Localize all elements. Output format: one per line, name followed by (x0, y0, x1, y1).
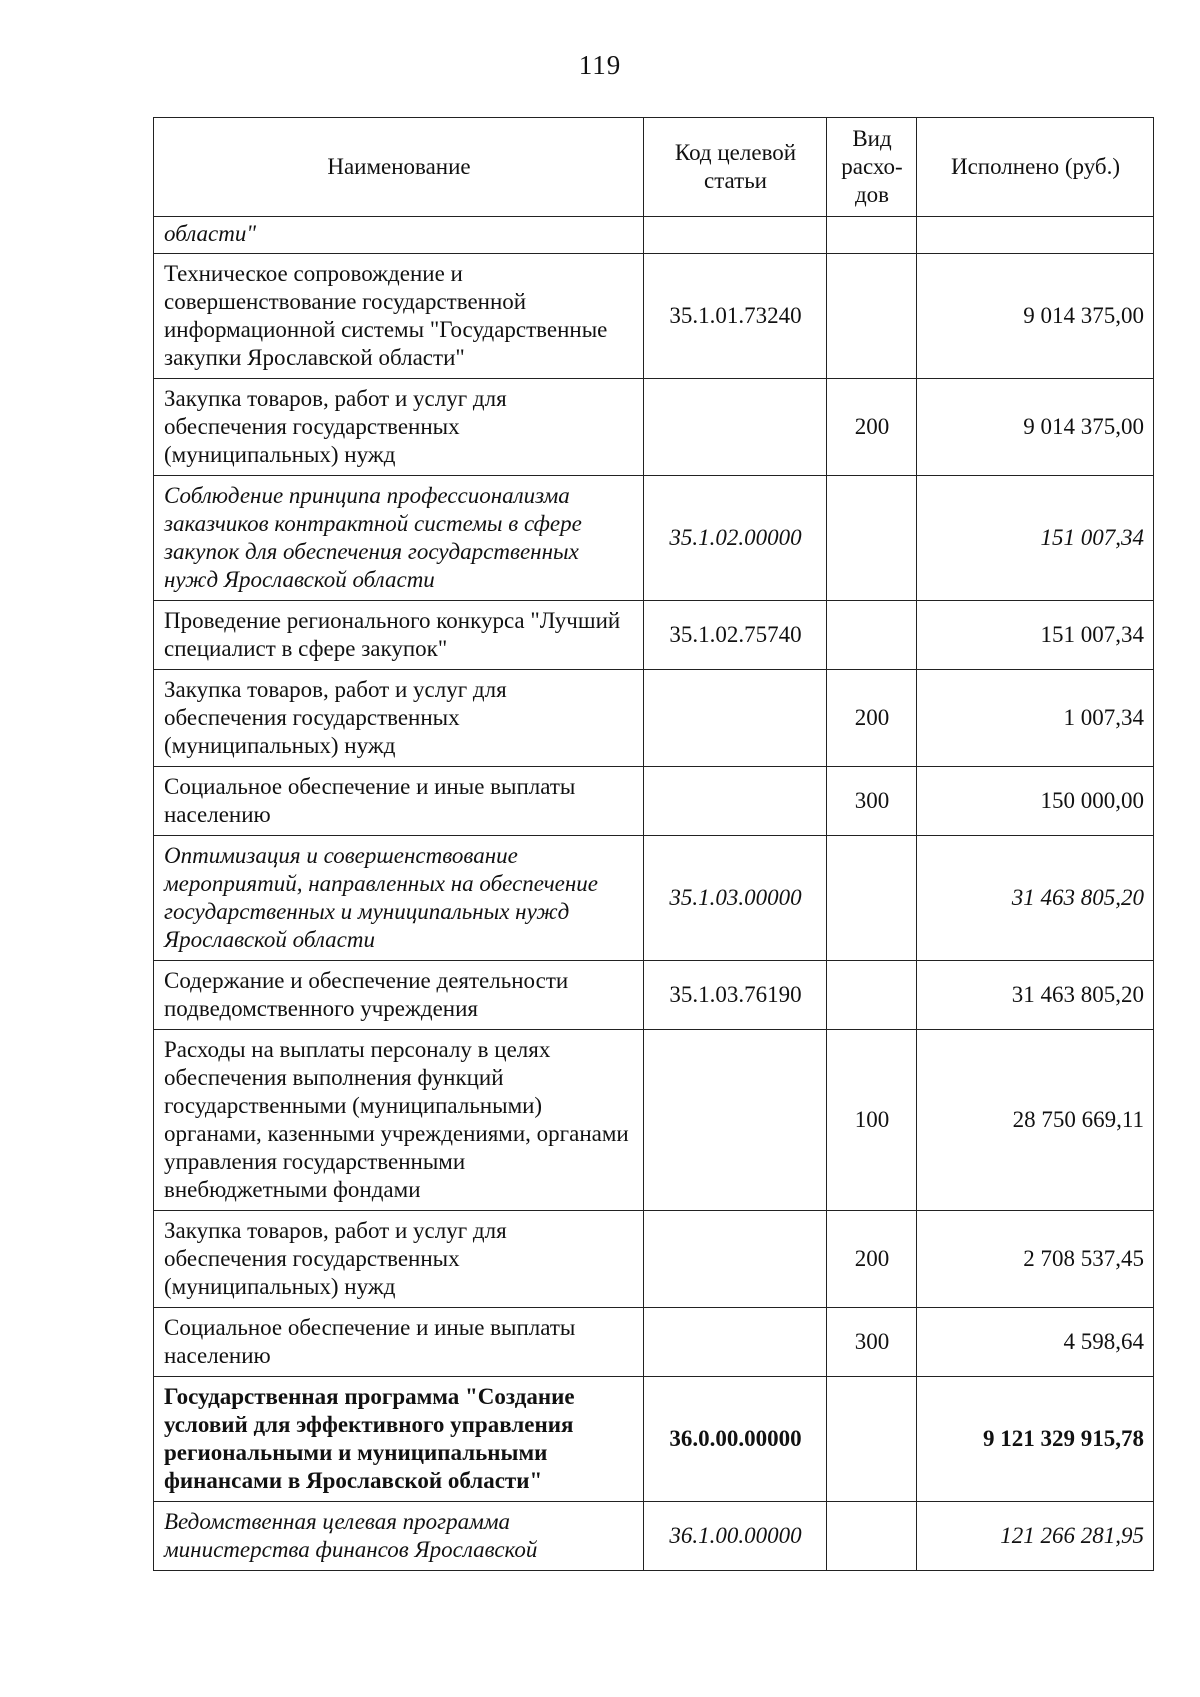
cell-code (644, 1308, 827, 1377)
cell-kind (827, 476, 917, 601)
table-row (154, 1308, 1154, 1377)
cell-sum: 9 014 375,00 (917, 254, 1154, 379)
cell-code (644, 1211, 827, 1308)
cell-kind (827, 601, 917, 670)
cell-name: Расходы на выплаты персоналу в целях обеспечения выполнения функций государственными (муниципальными) органами, казенными учреждениями, органами управления государственными внебюджетными фондами (154, 1030, 644, 1211)
cell-kind: 300 (827, 1308, 917, 1377)
cell-name: Проведение регионального конкурса "Лучший специалист в сфере закупок" (154, 601, 644, 670)
cell-sum: 4 598,64 (917, 1308, 1154, 1377)
cell-kind (827, 1502, 917, 1571)
cell-code: 36.0.00.00000 (644, 1377, 827, 1502)
cell-sum: 1 007,34 (917, 670, 1154, 767)
cell-sum: 121 266 281,95 (917, 1502, 1154, 1571)
cell-kind (827, 961, 917, 1030)
table-row (154, 476, 1154, 601)
cell-name: Оптимизация и совершенствование мероприятий, направленных на обеспечение государственных и муниципальных нужд Ярославской области (154, 836, 644, 961)
table-row (154, 670, 1154, 767)
cell-name: Закупка товаров, работ и услуг для обеспечения государственных (муниципальных) нужд (154, 670, 644, 767)
cell-code (644, 379, 827, 476)
cell-code (644, 767, 827, 836)
cell-code: 35.1.01.73240 (644, 254, 827, 379)
cell-sum: 151 007,34 (917, 476, 1154, 601)
cell-sum: 28 750 669,11 (917, 1030, 1154, 1211)
cell-sum: 9 014 375,00 (917, 379, 1154, 476)
header-kind: Вид расхо-дов (827, 118, 917, 217)
cell-code: 35.1.03.76190 (644, 961, 827, 1030)
cell-code (644, 670, 827, 767)
cell-code: 35.1.03.00000 (644, 836, 827, 961)
header-sum: Исполнено (руб.) (917, 118, 1154, 217)
table-row (154, 379, 1154, 476)
table-row (154, 601, 1154, 670)
cell-kind: 200 (827, 379, 917, 476)
table-row (154, 1502, 1154, 1571)
cell-code: 35.1.02.00000 (644, 476, 827, 601)
table-row (154, 1211, 1154, 1308)
cell-sum: 9 121 329 915,78 (917, 1377, 1154, 1502)
table-row (154, 1377, 1154, 1502)
table-header-row (154, 118, 1154, 217)
page-number: 119 (578, 50, 622, 80)
cell-kind (827, 217, 917, 254)
cell-kind (827, 836, 917, 961)
cell-kind (827, 1377, 917, 1502)
cell-code (644, 1030, 827, 1211)
cell-sum: 31 463 805,20 (917, 836, 1154, 961)
cell-kind (827, 254, 917, 379)
cell-name: Ведомственная целевая программа министерства финансов Ярославской (154, 1502, 644, 1571)
table-row (154, 1030, 1154, 1211)
cell-sum: 151 007,34 (917, 601, 1154, 670)
table-row (154, 254, 1154, 379)
cell-code: 36.1.00.00000 (644, 1502, 827, 1571)
cell-code: 35.1.02.75740 (644, 601, 827, 670)
header-name: Наименование (154, 118, 644, 217)
cell-kind: 100 (827, 1030, 917, 1211)
table-row (154, 767, 1154, 836)
cell-name: Соблюдение принципа профессионализма заказчиков контрактной системы в сфере закупок для обеспечения государственных нужд Ярославской области (154, 476, 644, 601)
table-row (154, 836, 1154, 961)
cell-name: Содержание и обеспечение деятельности подведомственного учреждения (154, 961, 644, 1030)
table-row (154, 217, 1154, 254)
table-body (154, 217, 1154, 1571)
cell-name: Государственная программа "Создание условий для эффективного управления региональными и муниципальными финансами в Ярославской области" (154, 1377, 644, 1502)
cell-kind: 200 (827, 1211, 917, 1308)
budget-table (153, 117, 1154, 1571)
cell-sum (917, 217, 1154, 254)
cell-sum: 31 463 805,20 (917, 961, 1154, 1030)
cell-kind: 200 (827, 670, 917, 767)
header-code: Код целевой статьи (644, 118, 827, 217)
cell-code (644, 217, 827, 254)
cell-name: Закупка товаров, работ и услуг для обеспечения государственных (муниципальных) нужд (154, 1211, 644, 1308)
cell-name: Социальное обеспечение и иные выплаты населению (154, 1308, 644, 1377)
cell-sum: 150 000,00 (917, 767, 1154, 836)
cell-name: Закупка товаров, работ и услуг для обеспечения государственных (муниципальных) нужд (154, 379, 644, 476)
cell-name: области" (154, 217, 644, 254)
cell-sum: 2 708 537,45 (917, 1211, 1154, 1308)
cell-kind: 300 (827, 767, 917, 836)
cell-name: Социальное обеспечение и иные выплаты населению (154, 767, 644, 836)
table-row (154, 961, 1154, 1030)
cell-name: Техническое сопровождение и совершенствование государственной информационной системы "Государственные закупки Ярославской области" (154, 254, 644, 379)
